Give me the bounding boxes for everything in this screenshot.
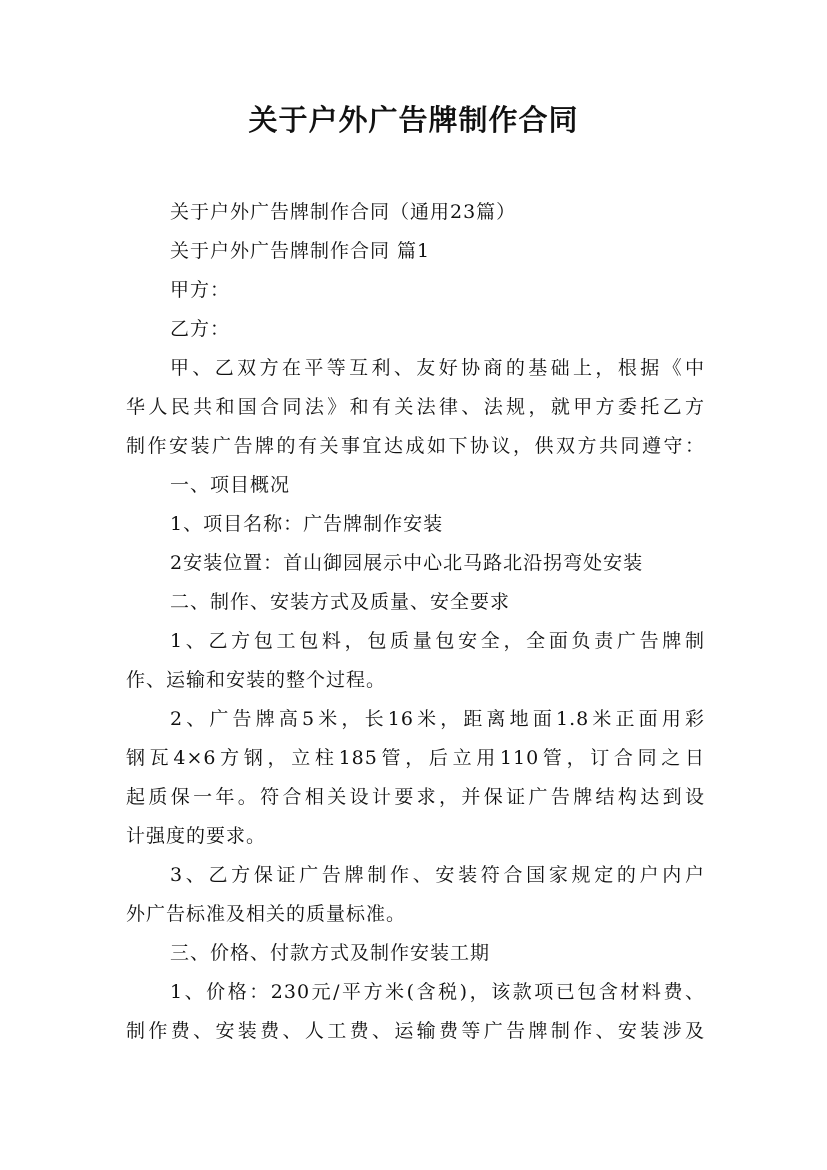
section-heading: 二、制作、安装方式及质量、安全要求 (170, 591, 511, 613)
paragraph-line: 作、运输和安装的整个过程。 (126, 669, 387, 691)
party-a-label: 甲方： (170, 279, 231, 301)
section-heading: 三、价格、付款方式及制作安装工期 (170, 942, 491, 964)
section-heading: 一、项目概况 (170, 474, 291, 496)
paragraph-line: 2、广告牌高5米，长16米，距离地面1.8米正面用彩 (170, 708, 705, 730)
paragraph-line: 制作费、安装费、人工费、运输费等广告牌制作、安装涉及 (126, 1020, 705, 1042)
paragraph-line: 起质保一年。符合相关设计要求，并保证广告牌结构达到设 (126, 786, 705, 808)
party-b-label: 乙方： (170, 318, 231, 340)
paragraph-line: 1、项目名称：广告牌制作安装 (170, 513, 444, 535)
paragraph-line: 计强度的要求。 (126, 825, 267, 847)
paragraph-line: 制作安装广告牌的有关事宜达成如下协议，供双方共同遵守： (126, 435, 705, 457)
paragraph-line: 钢瓦4×6方钢，立柱185管，后立用110管，订合同之日 (126, 747, 705, 769)
paragraph-line: 华人民共和国合同法》和有关法律、法规，就甲方委托乙方 (126, 396, 705, 418)
paragraph-line: 3、乙方保证广告牌制作、安装符合国家规定的户内户 (170, 864, 705, 886)
paragraph-line: 外广告标准及相关的质量标准。 (126, 903, 407, 925)
paragraph-line: 甲、乙双方在平等互利、友好协商的基础上，根据《中 (170, 357, 705, 379)
paragraph-line: 2安装位置：首山御园展示中心北马路北沿拐弯处安装 (170, 552, 644, 574)
paragraph-line: 1、乙方包工包料，包质量包安全，全面负责广告牌制 (170, 630, 705, 652)
section-heading: 关于户外广告牌制作合同 篇1 (170, 240, 431, 262)
subtitle-line: 关于户外广告牌制作合同（通用23篇） (170, 201, 517, 223)
paragraph-line: 1、价格：230元/平方米(含税)，该款项已包含材料费、 (170, 981, 705, 1003)
document-title: 关于户外广告牌制作合同 (248, 103, 579, 137)
